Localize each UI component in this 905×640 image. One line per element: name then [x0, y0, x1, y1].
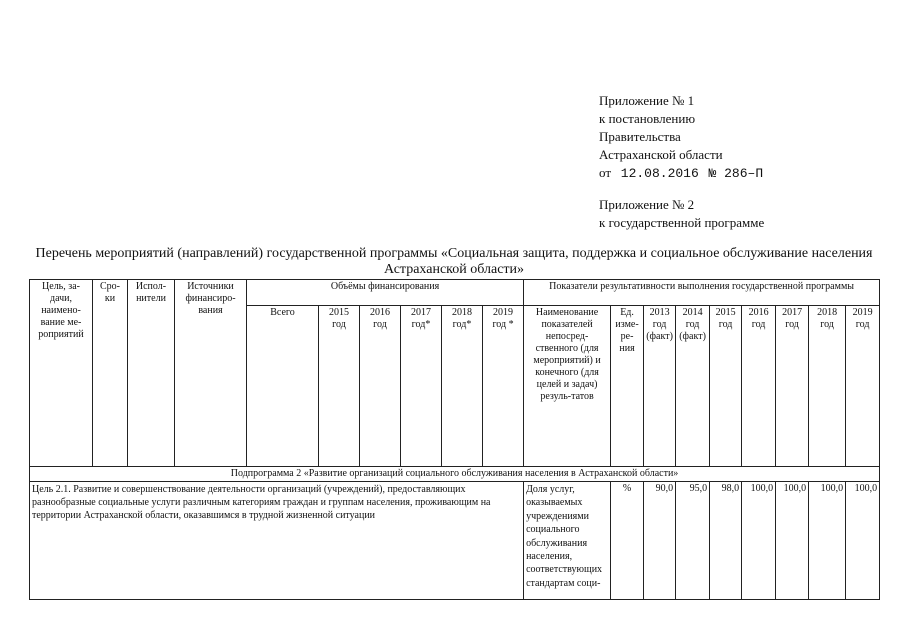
header-ind-2019: 2019 год — [846, 306, 880, 467]
header-2015: 2015 год — [319, 306, 360, 467]
header-2018: 2018 год* — [442, 306, 483, 467]
goal-value-2019: 100,0 — [846, 482, 880, 600]
appendix1-line1: Приложение № 1 — [599, 93, 695, 108]
measures-table — [29, 279, 880, 600]
appendix1-date-line — [599, 164, 764, 183]
appendix-block — [599, 92, 764, 232]
header-terms: Сро-ки — [93, 280, 128, 467]
goal-value-2017: 100,0 — [776, 482, 809, 600]
goal-unit: % — [611, 482, 644, 600]
header-goal: Цель, за-дачи, наимено-вание ме-роприятий — [30, 280, 93, 467]
goal-value-2016: 100,0 — [742, 482, 776, 600]
subprogram-row: Подпрограмма 2 «Развитие организаций социального обслуживания населения в Астраханской области» — [30, 467, 880, 482]
header-ind-2014: 2014 год (факт) — [676, 306, 710, 467]
header-sources: Источники финансиро-вания — [175, 280, 247, 467]
header-ind-2016: 2016 год — [742, 306, 776, 467]
goal-value-2014: 95,0 — [676, 482, 710, 600]
header-ind-2018: 2018 год — [809, 306, 846, 467]
header-2017: 2017 год* — [401, 306, 442, 467]
appendix1-line4: Астраханской области — [599, 147, 723, 162]
appendix2-line1: Приложение № 2 — [599, 197, 695, 212]
goal-value-2018: 100,0 — [809, 482, 846, 600]
header-indicators-group: Показатели результативности выполнения государственной программы — [524, 280, 880, 306]
appendix1-from: от — [599, 165, 612, 180]
header-ind-2017: 2017 год — [776, 306, 809, 467]
header-total: Всего — [247, 306, 319, 467]
header-ind-2015: 2015 год — [710, 306, 742, 467]
header-unit: Ед. изме-ре-ния — [611, 306, 644, 467]
header-funding-group: Объёмы финансирования — [247, 280, 524, 306]
document-title: Перечень мероприятий (направлений) государственной программы «Социальная защита, поддержка и социальное обслуживание населения Астраханской области» — [35, 246, 873, 277]
header-ind-2013: 2013 год (факт) — [644, 306, 676, 467]
goal-indicator: Доля услуг, оказываемых учреждениями социального обслуживания населения, соответствующих стандартам соци- — [524, 482, 611, 600]
appendix1-line3: Правительства — [599, 129, 681, 144]
goal-value-2013: 90,0 — [644, 482, 676, 600]
appendix2-line2: к государственной программе — [599, 215, 765, 230]
appendix1-date: 12.08.2016 — [620, 166, 699, 181]
appendix1-number: № 286–П — [708, 166, 764, 181]
appendix1-line2: к постановлению — [599, 111, 696, 126]
goal-text: Цель 2.1. Развитие и совершенствование деятельности организаций (учреждений), предоставляющих разнообразные социальные услуги различным категориям граждан и группам населения, проживающим на территории Астраханской области, оказавшимся в трудной жизненной ситуации — [30, 482, 524, 600]
header-indicator-name: Наименование показателей непосред-ственного (для мероприятий) и конечного (для целей и задач) резуль-татов — [524, 306, 611, 467]
header-executors: Испол-нители — [128, 280, 175, 467]
header-2019: 2019 год * — [483, 306, 524, 467]
goal-value-2015: 98,0 — [710, 482, 742, 600]
header-2016: 2016 год — [360, 306, 401, 467]
